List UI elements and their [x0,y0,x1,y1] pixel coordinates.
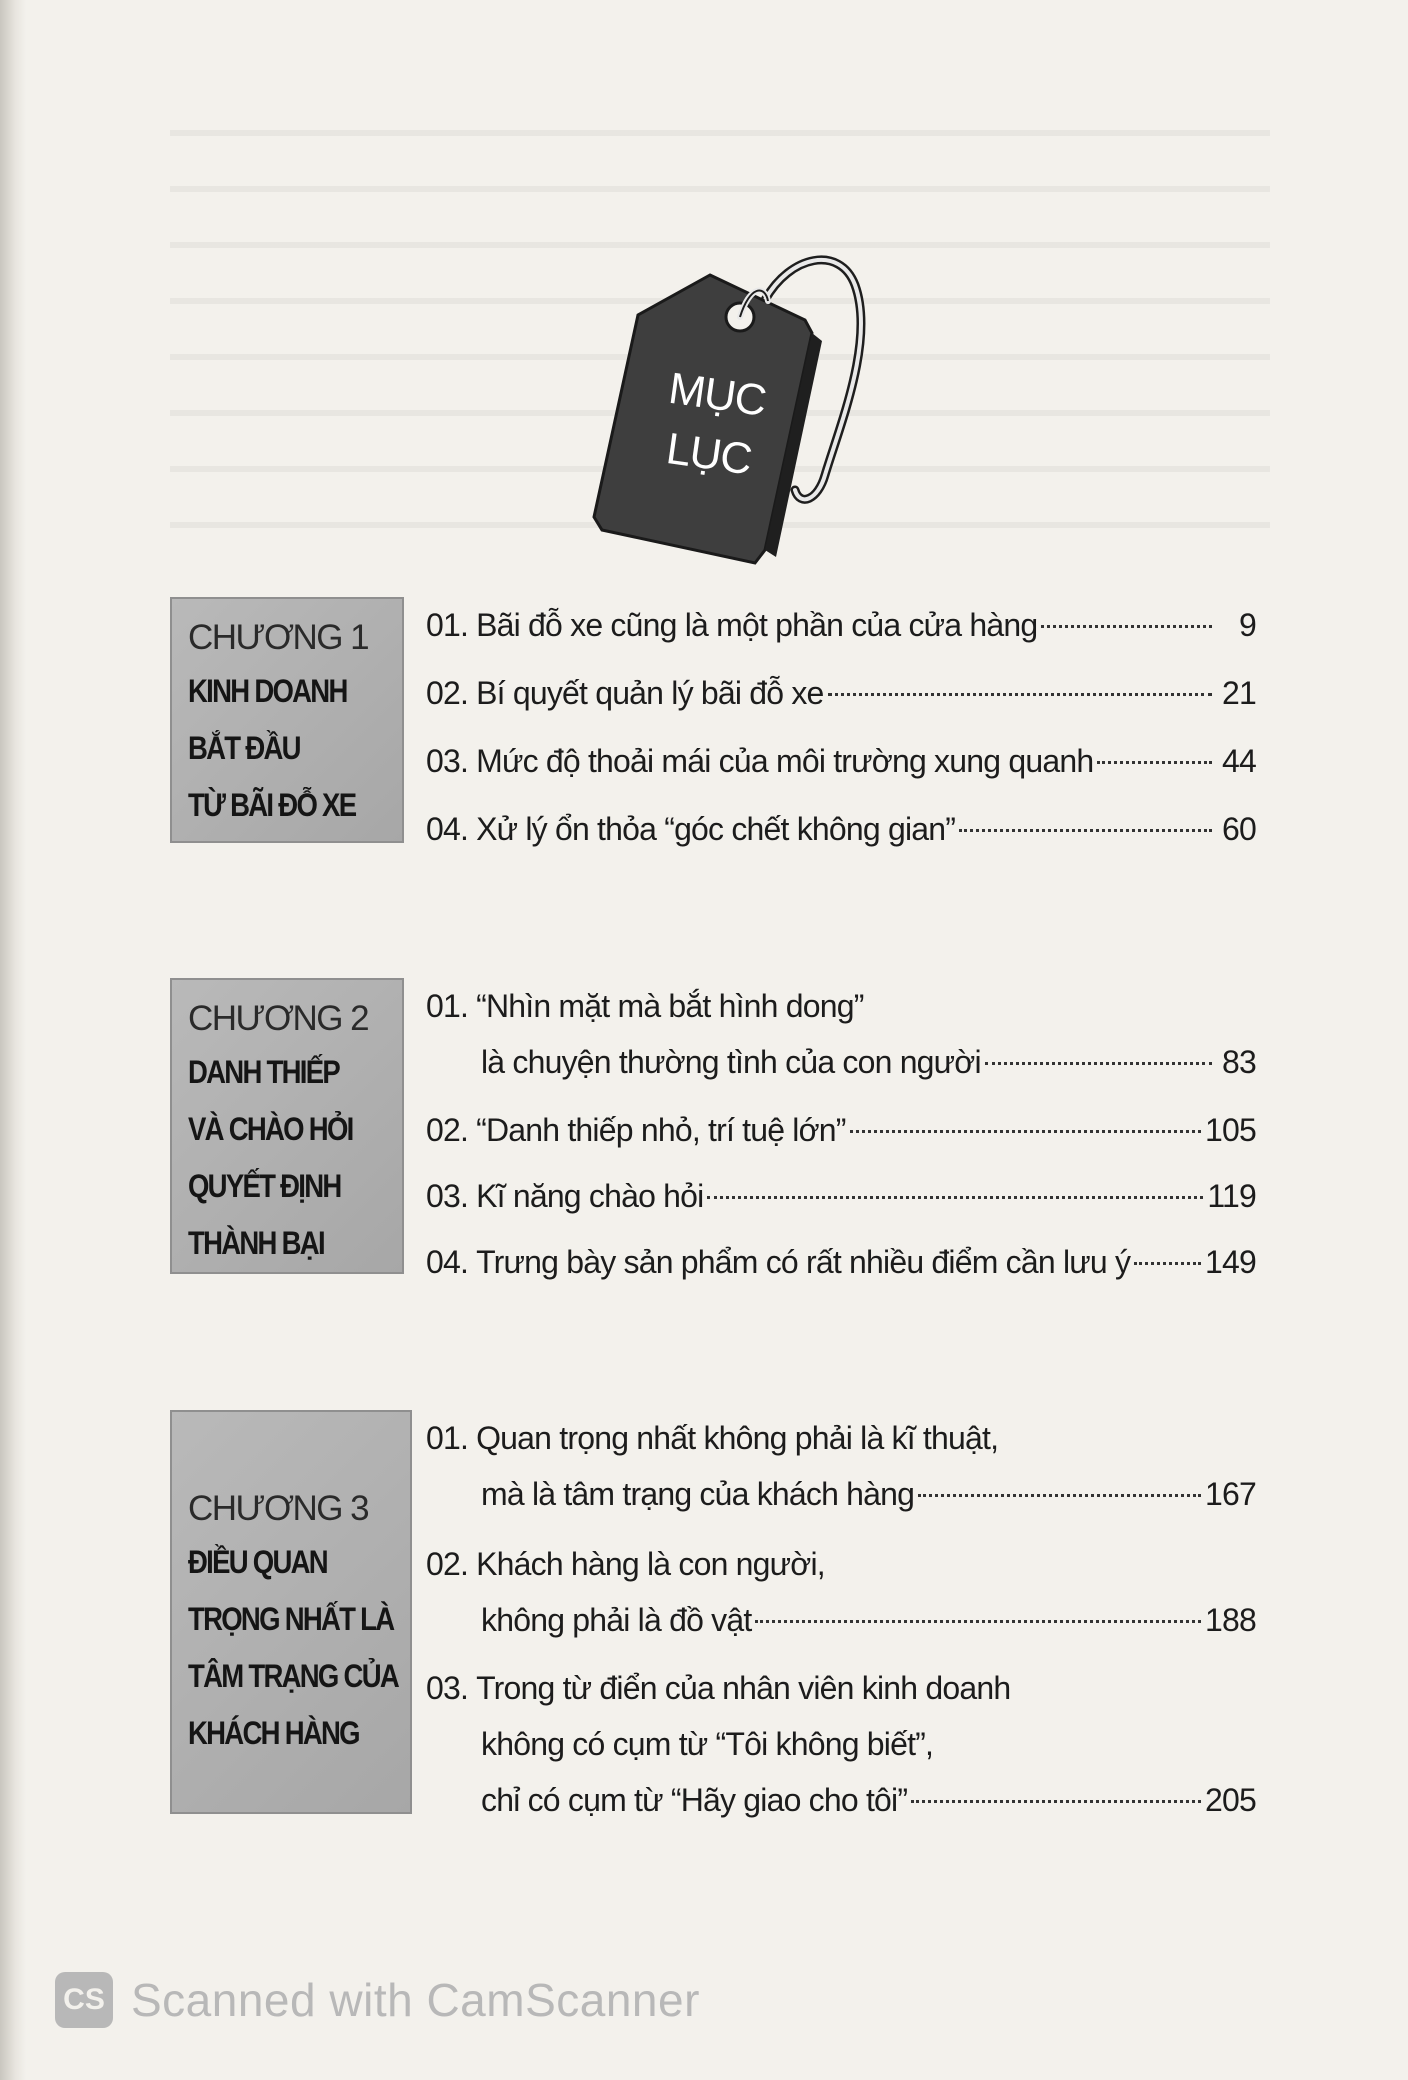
entry-title: Xử lý ổn thỏa “góc chết không gian” [476,811,956,847]
camscanner-watermark [55,1968,700,2032]
entry-number: 02. [426,1112,469,1148]
entry-page-number: 44 [1222,743,1256,779]
entry-page-number: 83 [1222,1044,1256,1080]
entry-page-number: 105 [1205,1112,1256,1148]
leader-dots [985,1062,1212,1065]
entry-number: 04. [426,1244,469,1280]
leader-dots [828,693,1212,696]
entry-title: “Nhìn mặt mà bắt hình dong” [476,988,864,1024]
entry-title: Quan trọng nhất không phải là kĩ thuật, [476,1420,999,1456]
toc-tag-illustration [590,245,890,575]
entry-number: 01. [426,1420,469,1456]
toc-entry[interactable] [426,1234,1256,1300]
entry-title: Kĩ năng chào hỏi [476,1178,704,1214]
chapter-label: CHƯƠNG 3 [188,1489,369,1528]
entry-number: 03. [426,1670,469,1706]
chapter-2-entries [426,978,1256,1300]
toc-heading-line-1: MỤC [665,363,769,426]
leader-dots [959,829,1212,832]
chapter-title-line: THÀNH BẠI [188,1225,324,1261]
entry-title: Khách hàng là con người, [476,1546,825,1582]
leader-dots [1097,761,1212,764]
page-spine-shadow [0,0,26,2080]
chapter-label: CHƯƠNG 2 [188,999,369,1038]
chapter-title-line: DANH THIẾP [188,1054,339,1090]
toc-entry[interactable] [426,978,1256,1102]
entry-number: 03. [426,1178,469,1214]
entry-title: Bí quyết quản lý bãi đỗ xe [476,675,824,711]
toc-entry[interactable] [426,1536,1256,1660]
entry-title: Bãi đỗ xe cũng là một phần của cửa hàng [476,607,1038,643]
entry-page-number: 119 [1207,1178,1256,1214]
toc-entry[interactable] [426,1410,1256,1536]
chapter-title-line: BẮT ĐẦU [188,730,300,766]
entry-number: 01. [426,988,469,1024]
toc-entry[interactable] [426,733,1256,801]
entry-page-number: 188 [1205,1602,1256,1638]
chapter-title-line: TỪ BÃI ĐỖ XE [188,787,356,823]
entry-number: 02. [426,1546,469,1582]
entry-page-number: 149 [1205,1244,1256,1280]
toc-entry[interactable] [426,1660,1256,1840]
leader-dots [918,1494,1201,1497]
leader-dots [1041,625,1212,628]
leader-dots [850,1130,1201,1133]
chapter-1-entries [426,597,1256,869]
entry-page-number: 9 [1239,607,1256,643]
chapter-title-line: VÀ CHÀO HỎI [188,1111,353,1147]
camscanner-logo-icon: CS [55,1972,113,2028]
chapter-title-line: QUYẾT ĐỊNH [188,1168,341,1204]
chapter-title-line: ĐIỀU QUAN [188,1544,327,1580]
entry-number: 04. [426,811,469,847]
chapter-title-line: KHÁCH HÀNG [188,1715,359,1751]
leader-dots [707,1196,1203,1199]
entry-title: Trong từ điển của nhân viên kinh doanh [476,1670,1011,1706]
toc-entry[interactable] [426,665,1256,733]
entry-page-number: 167 [1205,1476,1256,1512]
entry-title-continued: chỉ có cụm từ “Hãy giao cho tôi” [481,1782,908,1818]
entry-title: Trưng bày sản phẩm có rất nhiều điểm cần lưu ý [476,1244,1131,1280]
leader-dots [755,1620,1201,1623]
chapter-3-box [170,1410,412,1814]
entry-page-number: 60 [1222,811,1256,847]
leader-dots [911,1800,1201,1803]
chapter-1-box [170,597,404,843]
chapter-title-line: KINH DOANH [188,673,347,709]
toc-heading-line-2: LỤC [663,424,755,485]
entry-page-number: 21 [1222,675,1256,711]
chapter-label: CHƯƠNG 1 [188,618,369,657]
entry-title-continued: là chuyện thường tình của con người [481,1044,981,1080]
leader-dots [1134,1262,1201,1265]
entry-number: 01. [426,607,469,643]
entry-number: 03. [426,743,469,779]
chapter-title-line: TRỌNG NHẤT LÀ [188,1601,394,1637]
toc-entry[interactable] [426,1102,1256,1168]
entry-title: Mức độ thoải mái của môi trường xung quanh [476,743,1094,779]
toc-heading [640,357,785,494]
chapter-title-line: TÂM TRẠNG CỦA [188,1658,399,1694]
watermark-text: Scanned with CamScanner [131,1974,700,2026]
chapter-3-entries [426,1410,1256,1840]
toc-entry[interactable] [426,801,1256,869]
toc-entry[interactable] [426,1168,1256,1234]
entry-number: 02. [426,675,469,711]
toc-entry[interactable] [426,597,1256,665]
entry-title-continued: không phải là đồ vật [481,1602,752,1638]
entry-title: “Danh thiếp nhỏ, trí tuệ lớn” [476,1112,846,1148]
entry-page-number: 205 [1205,1782,1256,1818]
entry-title-continued: không có cụm từ “Tôi không biết”, [481,1726,934,1762]
entry-title-continued: mà là tâm trạng của khách hàng [481,1476,915,1512]
chapter-2-box [170,978,404,1274]
